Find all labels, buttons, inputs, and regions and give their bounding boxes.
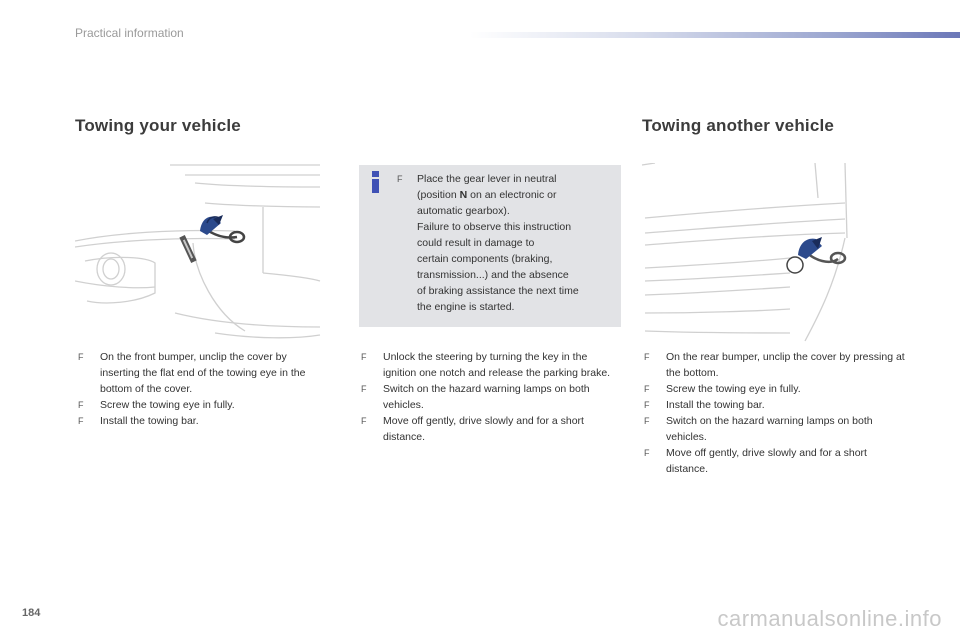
info-text — [417, 171, 613, 315]
section-title-towing-your-vehicle: Towing your vehicle — [75, 116, 241, 135]
step-text: Install the towing bar. — [666, 399, 765, 411]
left-steps-list — [78, 349, 328, 429]
step-text: On the front bumper, unclip the cover by inserting the flat end of the towing eye in the bottom of the cover. — [100, 351, 306, 395]
list-item — [644, 381, 906, 397]
bullet-glyph: F — [361, 416, 367, 426]
bullet-glyph: F — [78, 352, 84, 362]
bullet-glyph: F — [78, 416, 84, 426]
step-text: On the rear bumper, unclip the cover by pressing at the bottom. — [666, 351, 905, 379]
step-text: Move off gently, drive slowly and for a short distance. — [383, 415, 584, 443]
section-title-towing-another-vehicle: Towing another vehicle — [642, 116, 835, 135]
list-item — [644, 349, 906, 381]
info-line: certain components (braking, — [417, 253, 553, 265]
info-line: Failure to observe this instruction — [417, 221, 572, 233]
bullet-glyph: F — [644, 416, 650, 426]
step-text: Screw the towing eye in fully. — [666, 383, 801, 395]
info-line: could result in damage to — [417, 237, 535, 249]
step-text: Screw the towing eye in fully. — [100, 399, 235, 411]
step-text: Switch on the hazard warning lamps on both vehicles. — [383, 383, 590, 411]
list-item — [644, 413, 906, 445]
bullet-glyph: F — [644, 384, 650, 394]
info-line: (position N on an electronic or — [417, 189, 557, 201]
step-text: Switch on the hazard warning lamps on both vehicles. — [666, 415, 873, 443]
page-number: 184 — [22, 607, 41, 619]
watermark: carmanualsonline.info — [717, 606, 942, 631]
front-bumper-illustration — [75, 163, 337, 343]
info-bullet: F — [397, 174, 403, 184]
info-icon — [369, 171, 383, 193]
list-item — [644, 445, 906, 477]
header-title: Practical information — [75, 26, 184, 40]
bullet-glyph: F — [644, 400, 650, 410]
bullet-glyph: F — [78, 400, 84, 410]
list-item — [78, 349, 328, 397]
info-line: of braking assistance the next time — [417, 285, 579, 297]
bullet-glyph: F — [644, 352, 650, 362]
info-box — [359, 165, 621, 327]
info-line: the engine is started. — [417, 301, 515, 313]
step-text: Install the towing bar. — [100, 415, 199, 427]
bullet-glyph: F — [361, 352, 367, 362]
bullet-glyph: F — [361, 384, 367, 394]
step-text: Move off gently, drive slowly and for a short distance. — [666, 447, 867, 475]
list-item — [361, 381, 623, 413]
info-line: transmission...) and the absence — [417, 269, 569, 281]
list-item — [78, 397, 328, 413]
list-item — [644, 397, 906, 413]
list-item — [361, 349, 623, 381]
step-text: Unlock the steering by turning the key in the ignition one notch and release the parking brake. — [383, 351, 611, 379]
right-steps-list — [644, 349, 906, 477]
list-item — [361, 413, 623, 445]
header-accent-bar — [470, 32, 960, 38]
info-line: Place the gear lever in neutral — [417, 173, 557, 185]
list-item — [78, 413, 328, 429]
middle-steps-list — [361, 349, 623, 445]
rear-bumper-illustration — [640, 163, 902, 343]
info-line: automatic gearbox). — [417, 205, 510, 217]
bullet-glyph: F — [644, 448, 650, 458]
